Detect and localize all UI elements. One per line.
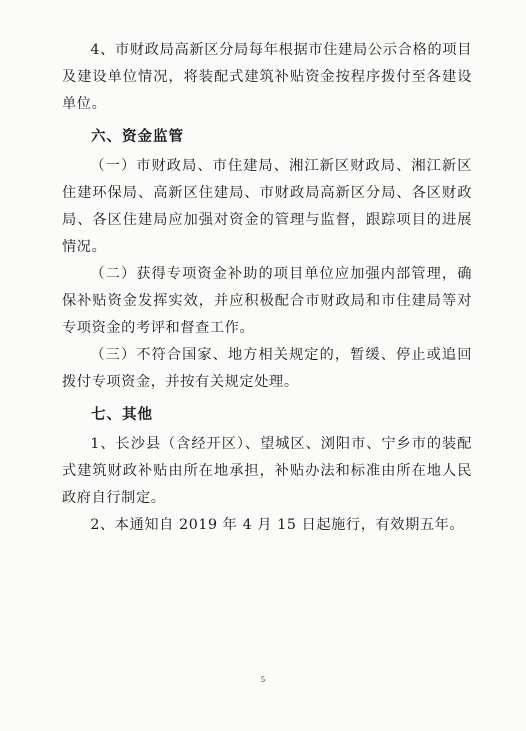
paragraph-supervision-1: （一）市财政局、市住建局、湘江新区财政局、湘江新区住建环保局、高新区住建局、市财政局高新区分局、各区财政局、各区住建局应加强对资金的管理与监督，跟踪项目的进展情况。 (62, 158, 472, 255)
page-number: 5 (260, 676, 266, 684)
paragraph-supervision-2: （二）获得专项资金补助的项目单位应加强内部管理，确保补贴资金发挥实效，并应积极配合市财政局和市住建局等对专项资金的考评和督查工作。 (62, 266, 472, 336)
paragraph-supervision-3: （三）不符合国家、地方相关规定的，暂缓、停止或追回拨付专项资金，并按有关规定处理。 (62, 347, 472, 390)
paragraph-item-4: 4、市财政局高新区分局每年根据市住建局公示合格的项目及建设单位情况，将装配式建筑补贴资金按程序拨付至各建设单位。 (62, 42, 472, 112)
document-body (62, 37, 472, 539)
section-heading-fund-supervision: 六、资金监管 (91, 129, 184, 145)
section-heading-other: 七、其他 (91, 407, 153, 423)
paragraph-other-1: 1、长沙县（含经开区）、望城区、浏阳市、宁乡市的装配式建筑财政补贴由所在地承担，补贴办法和标准由所在地人民政府自行制定。 (62, 436, 472, 506)
paragraph-other-2: 2、本通知自 2019 年 4 月 15 日起施行，有效期五年。 (90, 517, 465, 533)
